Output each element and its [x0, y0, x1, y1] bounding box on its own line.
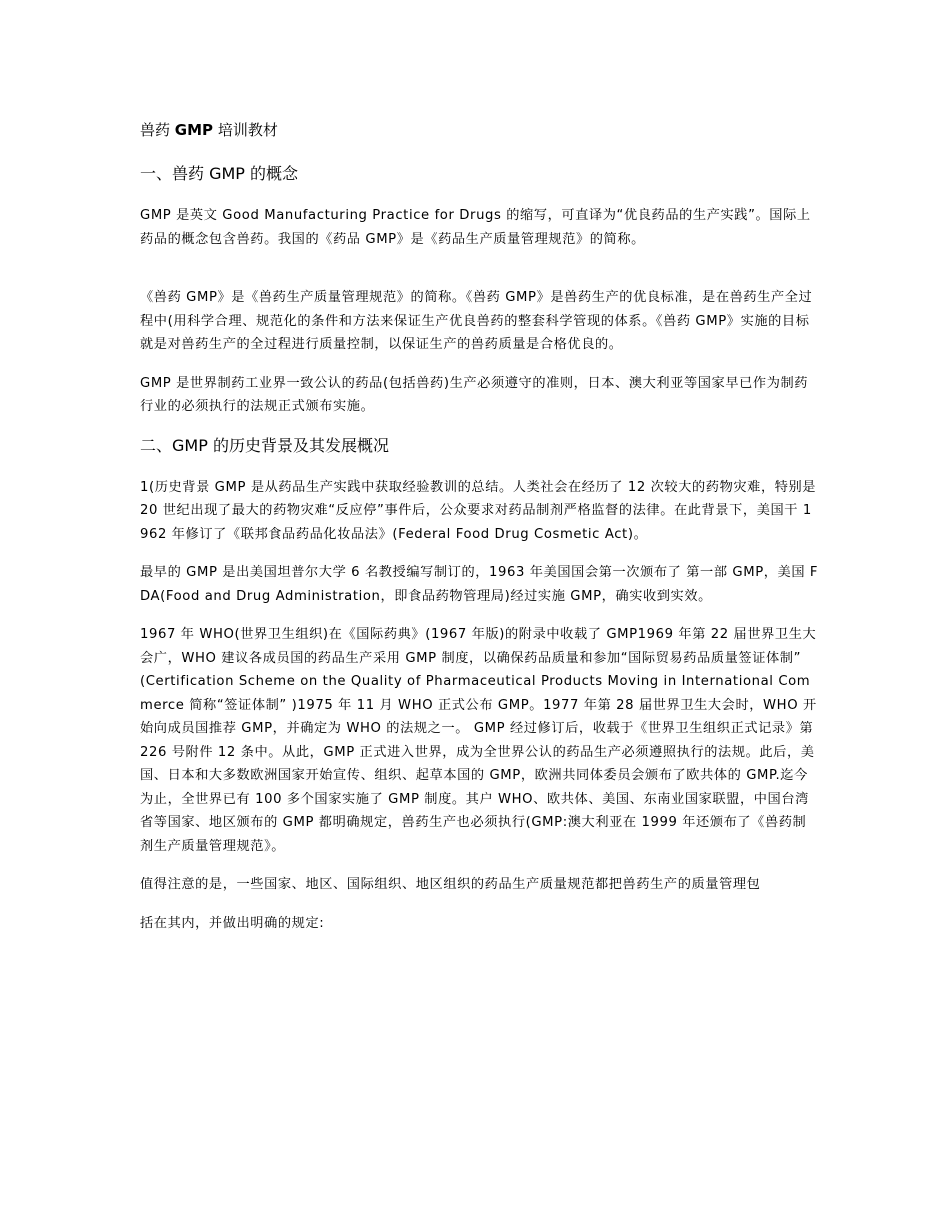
- paragraph-2: 《兽药 GMP》是《兽药生产质量管理规范》的简称。《兽药 GMP》是兽药生产的优良标准，是在兽药生产全过程中(用科学合理、规范化的条件和方法来保证生产优良兽药的整套科学管现的体系。《兽药 GMP》实施的目标就是对兽药生产的全过程进行质量控制，以保证生产的兽药质量是合格优良的。: [140, 290, 813, 352]
- spacer: [140, 266, 820, 286]
- section-heading-1: 一、兽药 GMP 的概念: [140, 164, 299, 183]
- paragraph-6: 1967 年 WHO(世界卫生组织)在《国际药典》(1967 年版)的附录中收载了 GMP1969 年第 22 届世界卫生大会广，WHO 建议各成员国的药品生产采用 GMP 制度，以确保药品质量和参加“国际贸易药品质量签证体制” (Certification Scheme on the Quality of Pharmaceutical Products Moving in International Commerce 简称“签证体制” )1975 年 11 月 WHO 正式公布 GMP。1977 年第 28 届世界卫生大会时，WHO 开始向成员国推荐 GMP，并确定为 WHO 的法规之一。 GMP 经过修订后，收载于《世界卫生组织正式记录》第 226 号附件 12 条中。从此，GMP 正式进入世界，成为全世界公认的药品生产必须遵照执行的法规。此后，美国、日本和大多数欧洲国家开始宣传、组织、起草本国的 GMP，欧洲共同体委员会颁布了欧共体的 GMP.迄今为止，全世界已有 100 多个国家实施了 GMP 制度。其户 WHO、欧共体、美国、东南业国家联盟，中国台湾省等国家、地区颁布的 GMP 都明确规定，兽药生产也必须执行(GMP:澳大利亚在 1999 年还颁布了《兽药制剂生产质量管理规范》。: [140, 627, 817, 854]
- paragraph-4: 1(历史背景 GMP 是从药品生产实践中获取经验教训的总结。人类社会在经历了 12 次较大的药物灾难，特别是 20 世纪出现了最大的药物灾难“反应停”事件后，公众要求对药品制剂严格监督的法律。在此背景下，美国干 1962 年修订了《联邦食品药品化妆品法》(Federal Food Drug Cosmetic Act)。: [140, 479, 817, 542]
- section-heading-2: 二、GMP 的历史背景及其发展概况: [140, 435, 389, 455]
- paragraph-8: 括在其内，并做出明确的规定:: [140, 915, 325, 931]
- paragraph-1: GMP 是英文 Good Manufacturing Practice for Drugs 的缩写，可直译为“优良药品的生产实践”。国际上药品的概念包含兽药。我国的《药品 GMP》是《药品生产质量管理规范》的简称。: [140, 208, 811, 247]
- paragraph-5: 最早的 GMP 是出美国坦普尔大学 6 名教授编写制订的，1963 年美国国会第一次颁布了 第一部 GMP，美国 FDA(Food and Drug Administration，即食品药物管理局)经过实施 GMP，确实收到实效。: [140, 565, 819, 604]
- paragraph-7: 值得注意的是，一些国家、地区、国际组织、地区组织的药品生产质量规范都把兽药生产的质量管理包: [140, 877, 761, 892]
- document-title: [140, 118, 820, 142]
- title-suffix: 培训教材: [217, 121, 278, 139]
- title-prefix: 兽药: [140, 121, 171, 139]
- paragraph-3: GMP 是世界制药工业界一致公认的药品(包括兽药)生产必须遵守的准则，日本、澳大利亚等国家早已作为制药行业的必须执行的法规正式颁布实施。: [140, 375, 809, 414]
- title-bold: GMP: [174, 121, 214, 139]
- document-body: [140, 118, 820, 950]
